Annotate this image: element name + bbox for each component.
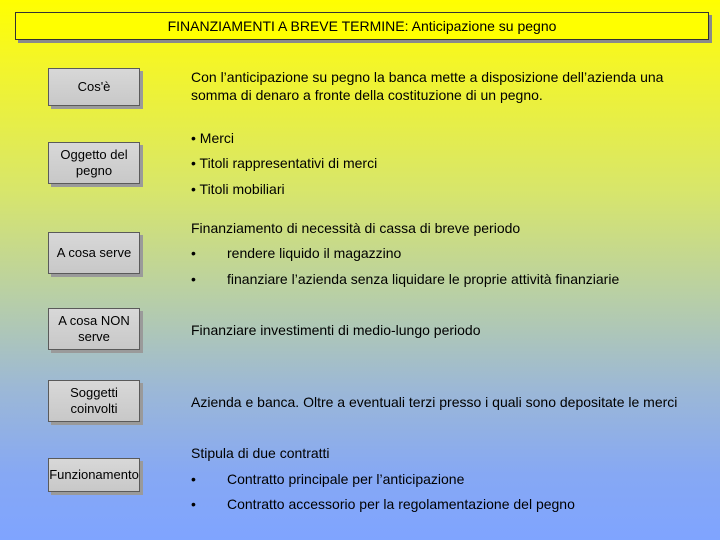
label-a-cosa-serve: A cosa serve [48, 232, 140, 274]
soggetti-text: Azienda e banca. Oltre a eventuali terzi presso i quali sono depositate le merci [191, 394, 678, 410]
non-serve-text: Finanziare investimenti di medio-lungo periodo [191, 322, 481, 338]
cose-text-line-2: somma di denaro a fronte della costituzione di un pegno. [191, 87, 543, 103]
oggetto-item-merci: • Merci [191, 130, 235, 146]
bullet-icon: • [191, 245, 196, 261]
serve-intro: Finanziamento di necessità di cassa di breve periodo [191, 220, 521, 236]
bullet-icon: • [191, 496, 196, 512]
funzionamento-item-text: Contratto accessorio per la regolamentazione del pegno [227, 496, 575, 512]
funzionamento-intro: Stipula di due contratti [191, 445, 330, 461]
oggetto-item-titoli-rappresentativi: • Titoli rappresentativi di merci [191, 155, 378, 171]
cose-text-line-1: Con l’anticipazione su pegno la banca mette a disposizione dell’azienda una [191, 69, 664, 85]
label-oggetto-del-pegno: Oggetto del pegno [48, 142, 140, 184]
serve-item-1 [191, 244, 401, 262]
label-funzionamento: Funzionamento [48, 458, 140, 492]
bullet-icon: • [191, 471, 196, 487]
label-a-cosa-non-serve: A cosa NON serve [48, 308, 140, 350]
label-cose: Cos'è [48, 68, 140, 106]
funzionamento-item-text: Contratto principale per l’anticipazione [227, 471, 465, 487]
funzionamento-item-1 [191, 470, 464, 488]
page-title: FINANZIAMENTI A BREVE TERMINE: Anticipazione su pegno [15, 12, 709, 40]
label-soggetti-coinvolti: Soggetti coinvolti [48, 380, 140, 422]
oggetto-item-titoli-mobiliari: • Titoli mobiliari [191, 181, 285, 197]
serve-item-2 [191, 270, 619, 288]
funzionamento-item-2 [191, 495, 575, 513]
bullet-icon: • [191, 271, 196, 287]
serve-item-text: rendere liquido il magazzino [227, 245, 402, 261]
serve-item-text: finanziare l’azienda senza liquidare le proprie attività finanziarie [227, 271, 620, 287]
